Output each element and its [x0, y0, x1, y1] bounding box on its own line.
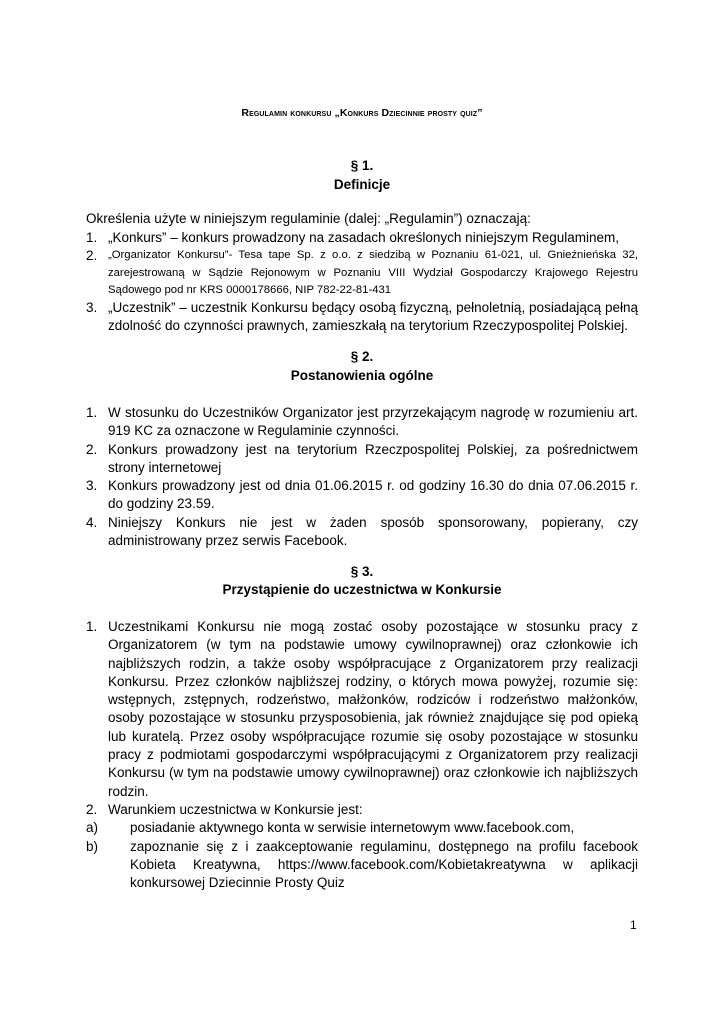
section-1-number: § 1.	[350, 158, 374, 173]
section-2-number: § 2.	[350, 349, 374, 364]
list-item-text: Konkurs prowadzony jest od dnia 01.06.2015 r. od godziny 16.30 do dnia 07.06.2015 r. do godziny 23.59.	[108, 478, 638, 512]
list-item	[86, 229, 638, 247]
list-item-number: 1.	[86, 619, 98, 634]
list-item-text: „Uczestnik” – uczestnik Konkursu będący osobą fizyczną, pełnoletnią, posiadającą pełną zdolność do czynności prawnych, zamieszkałą na terytorium Rzeczypospolitej Polskiej.	[108, 299, 638, 334]
list-item-number: 1.	[86, 405, 98, 420]
section-3-title: Przystąpienie do uczestnictwa w Konkursie	[222, 582, 502, 597]
list-item-number: 2.	[86, 248, 98, 264]
list-item-number: 4.	[86, 514, 98, 530]
list-item-text: Uczestnikami Konkursu nie mogą zostać osoby pozostające w stosunku pracy z Organizatorem (w tym na podstawie umowy cywilnoprawnej) oraz członkowie ich najbliższych rodzin, a także osoby współpracujące z Organizatorem przy realizacji Konkursu. Przez członków najbliższej rodziny, o których mowa powyżej, rozumie się: wstępnych, zstępnych, rodzeństwo, małżonków, rodziców i rodzeństwo małżonków, osoby pozostające w stosunku przysposobienia, jak również znajdujące się pod opieką lub kuratelą. Przez osoby współpracujące rozumie się osoby pozostające w stosunku pracy z podmiotami gospodarczymi współpracującymi z Organizatorem przy realizacji Konkursu (w tym na podstawie umowy cywilnoprawnej) oraz członkowie ich najbliższych rodzin.	[108, 619, 638, 799]
list-item	[86, 514, 638, 551]
sub-list	[86, 819, 638, 892]
list-item	[86, 299, 638, 336]
sub-list-item-text: posiadanie aktywnego konta w serwisie internetowym www.facebook.com,	[130, 820, 575, 836]
section-1-list	[86, 229, 638, 336]
list-item-text: W stosunku do Uczestników Organizator jest przyrzekającym nagrodę w rozumieniu art. 919 KC za oznaczone w Regulaminie czynności.	[108, 405, 638, 439]
list-item	[86, 801, 638, 892]
sub-list-item-label: b)	[86, 838, 99, 854]
list-item-number: 3.	[86, 299, 98, 315]
document-title	[0, 107, 724, 119]
sub-list-item	[86, 819, 638, 837]
list-item-text: Niniejszy Konkurs nie jest w żaden sposób sponsorowany, popierany, czy administrowany przez serwis Facebook.	[108, 514, 638, 549]
list-item-number: 2.	[86, 441, 98, 457]
list-item	[86, 441, 638, 478]
list-item	[86, 618, 638, 801]
section-2-list	[86, 404, 638, 550]
list-item	[86, 477, 638, 514]
list-item-number: 1.	[86, 230, 98, 245]
list-item	[86, 247, 638, 299]
document-title-text: Regulamin konkursu „Konkurs Dziecinnie prosty quiz”	[241, 107, 483, 119]
sub-list-item-label: a)	[86, 820, 99, 836]
section-2-title: Postanowienia ogólne	[290, 368, 434, 383]
list-item-text: Konkurs prowadzony jest na terytorium Rzeczpospolitej Polskiej, za pośrednictwem strony internetowej	[108, 441, 638, 475]
list-item-text: „Konkurs” – konkurs prowadzony na zasadach określonych niniejszym Regulaminem,	[108, 230, 619, 245]
section-3-list	[86, 618, 638, 892]
section-1-title: Definicje	[333, 177, 391, 192]
list-item-text: Warunkiem uczestnictwa w Konkursie jest:	[108, 801, 363, 817]
sub-list-item-text: zapoznanie się z i zaakceptowanie regulaminu, dostępnego na profilu facebook Kobieta Kreatywna, https://www.facebook.com/Kobietakreatywna w aplikacji konkursowej Dziecinnie Prosty Quiz	[130, 838, 638, 891]
sub-list-item	[86, 838, 638, 893]
list-item-number: 3.	[86, 478, 98, 494]
section-3-number: § 3.	[350, 564, 374, 579]
list-item	[86, 404, 638, 441]
page-number: 1	[630, 918, 637, 932]
section-1-intro: Określenia użyte w niniejszym regulaminie (dalej: „Regulamin”) oznaczają:	[86, 211, 531, 226]
list-item-text: „Organizator Konkursu”- Tesa tape Sp. z o.o. z siedzibą w Poznaniu 61-021, ul. Gnieźnieńska 32, zarejestrowaną w Sądzie Rejonowym w Poznaniu VIII Wydział Gospodarczy Krajowego Rejestru Sądowego pod nr KRS 0000178666, NIP 782-22-81-431	[108, 249, 638, 296]
list-item-number: 2.	[86, 801, 98, 817]
